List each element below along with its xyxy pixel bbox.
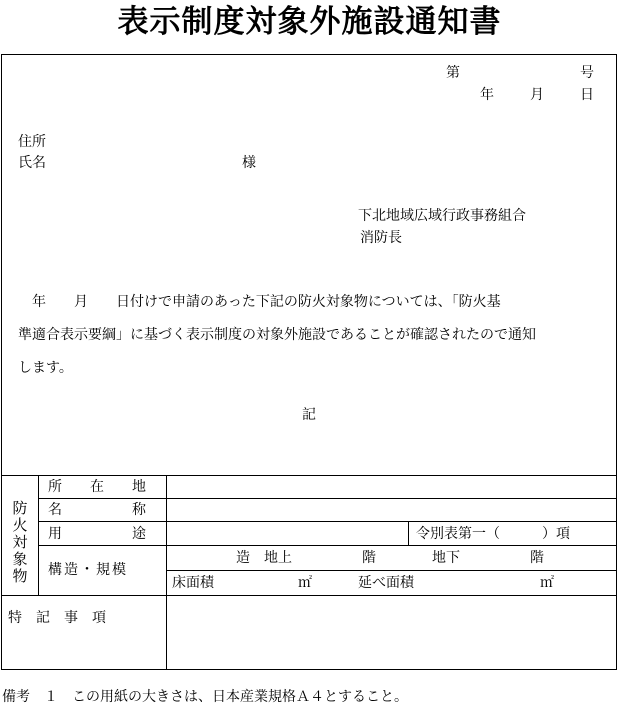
row-label-use: 用 途 — [48, 526, 146, 542]
row-line-3 — [38, 545, 617, 546]
body-line-2: 準適合表示要綱」に基づく表示制度の対象外施設であることが確認されたので通知 — [18, 327, 536, 343]
page-title: 表示制度対象外施設通知書 — [117, 4, 502, 40]
row-label-location: 所 在 地 — [48, 479, 146, 495]
col-line-label — [166, 475, 167, 670]
name-label: 氏名 — [18, 155, 46, 171]
honorific-sama: 様 — [242, 155, 256, 171]
date-day: 日 — [580, 87, 594, 103]
issuer-org: 下北地域広域行政事務組合 — [358, 208, 526, 224]
row-line-structure-split — [166, 570, 617, 571]
row-label-notes: 特 記 事 項 — [8, 610, 106, 626]
date-month: 月 — [530, 87, 544, 103]
group-label-vertical: 防火対象物 — [12, 499, 28, 585]
row-line-2 — [38, 521, 617, 522]
address-label: 住所 — [18, 134, 46, 150]
table-top-line — [1, 475, 617, 476]
number-go: 号 — [580, 65, 594, 81]
total-area-text: 延べ面積 ㎡ — [358, 575, 554, 591]
issuer-title: 消防長 — [360, 230, 402, 246]
use-category-text: 令別表第一（ ）項 — [416, 526, 570, 542]
col-line-group — [38, 475, 39, 595]
footer-note: 備考 １ この用紙の大きさは、日本産業規格Ａ４とすること。 — [2, 689, 408, 705]
ki-label: 記 — [302, 407, 316, 423]
body-line-1: 年 月 日付けで申請のあった下記の防火対象物については、「防火基 — [18, 294, 501, 310]
row-label-name: 名 称 — [48, 502, 146, 518]
row-line-notes — [1, 595, 617, 596]
row-line-1 — [38, 498, 617, 499]
number-dai: 第 — [446, 65, 460, 81]
date-year: 年 — [480, 87, 494, 103]
row-label-structure: 構造・規模 — [48, 562, 128, 578]
body-line-3: します。 — [18, 360, 73, 376]
floor-area-text: 床面積 ㎡ — [172, 575, 312, 591]
structure-floors-text: 造 地上 階 地下 階 — [236, 550, 544, 566]
col-line-use-category — [408, 521, 409, 545]
